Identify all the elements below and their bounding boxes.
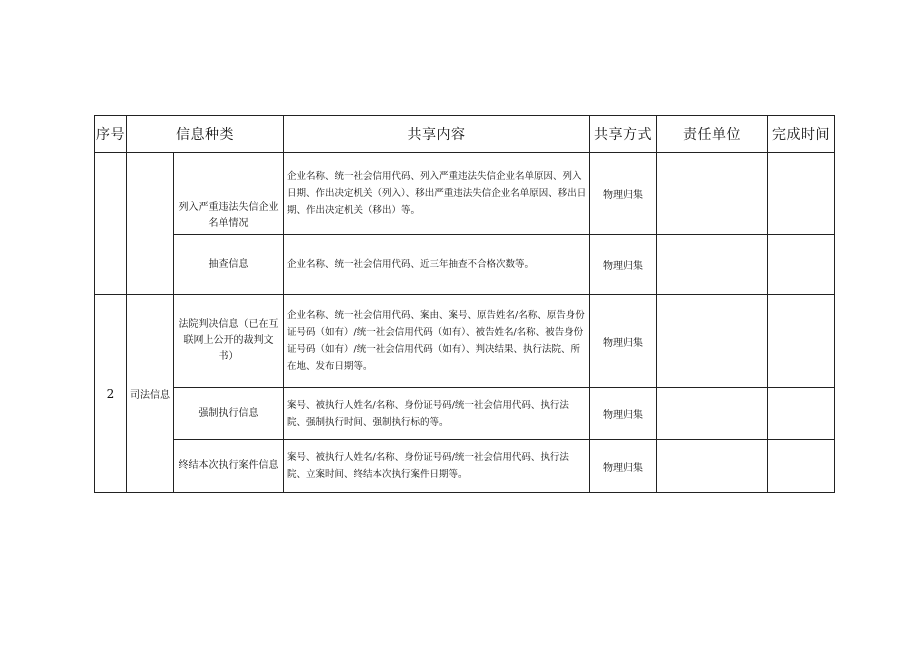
table-row [95,295,835,388]
category-cell [127,153,174,295]
seq-cell: 2 [95,295,127,493]
subcategory-cell: 强制执行信息 [174,388,284,440]
unit-cell [657,295,768,388]
unit-cell [657,153,768,235]
mode-cell: 物理归集 [590,153,657,235]
header-category: 信息种类 [127,116,284,153]
deadline-cell [768,295,835,388]
content-cell: 企业名称、统一社会信用代码、近三年抽查不合格次数等。 [284,235,590,295]
subcategory-cell: 法院判决信息（已在互联网上公开的裁判文书） [174,295,284,388]
header-seq: 序号 [95,116,127,153]
header-content: 共享内容 [284,116,590,153]
unit-cell [657,388,768,440]
mode-cell: 物理归集 [590,235,657,295]
content-cell: 企业名称、统一社会信用代码、列入严重违法失信企业名单原因、列入日期、作出决定机关（列入）、移出严重违法失信企业名单原因、移出日期、作出决定机关（移出）等。 [284,153,590,235]
deadline-cell [768,440,835,493]
header-unit: 责任单位 [657,116,768,153]
content-cell: 案号、被执行人姓名/名称、身份证号码/统一社会信用代码、执行法院、强制执行时间、强制执行标的等。 [284,388,590,440]
deadline-cell [768,388,835,440]
subcategory-cell: 抽查信息 [174,235,284,295]
table-row [95,153,835,235]
deadline-cell [768,235,835,295]
table-row [95,388,835,440]
mode-cell: 物理归集 [590,388,657,440]
unit-cell [657,440,768,493]
content-cell: 企业名称、统一社会信用代码、案由、案号、原告姓名/名称、原告身份证号码（如有）/统一社会信用代码（如有）、被告姓名/名称、被告身份证号码（如有）/统一社会信用代码（如有）、判决结果、执行法院、所在地、发布日期等。 [284,295,590,388]
unit-cell [657,235,768,295]
content-cell: 案号、被执行人姓名/名称、身份证号码/统一社会信用代码、执行法院、立案时间、终结本次执行案件日期等。 [284,440,590,493]
subcategory-cell: 列入严重违法失信企业名单情况 [174,153,284,235]
subcategory-cell: 终结本次执行案件信息 [174,440,284,493]
table-row [95,440,835,493]
category-cell: 司法信息 [127,295,174,493]
header-row [95,116,835,153]
seq-cell [95,153,127,295]
deadline-cell [768,153,835,235]
header-mode: 共享方式 [590,116,657,153]
mode-cell: 物理归集 [590,440,657,493]
info-sharing-table [94,115,835,493]
mode-cell: 物理归集 [590,295,657,388]
table-row [95,235,835,295]
header-deadline: 完成时间 [768,116,835,153]
